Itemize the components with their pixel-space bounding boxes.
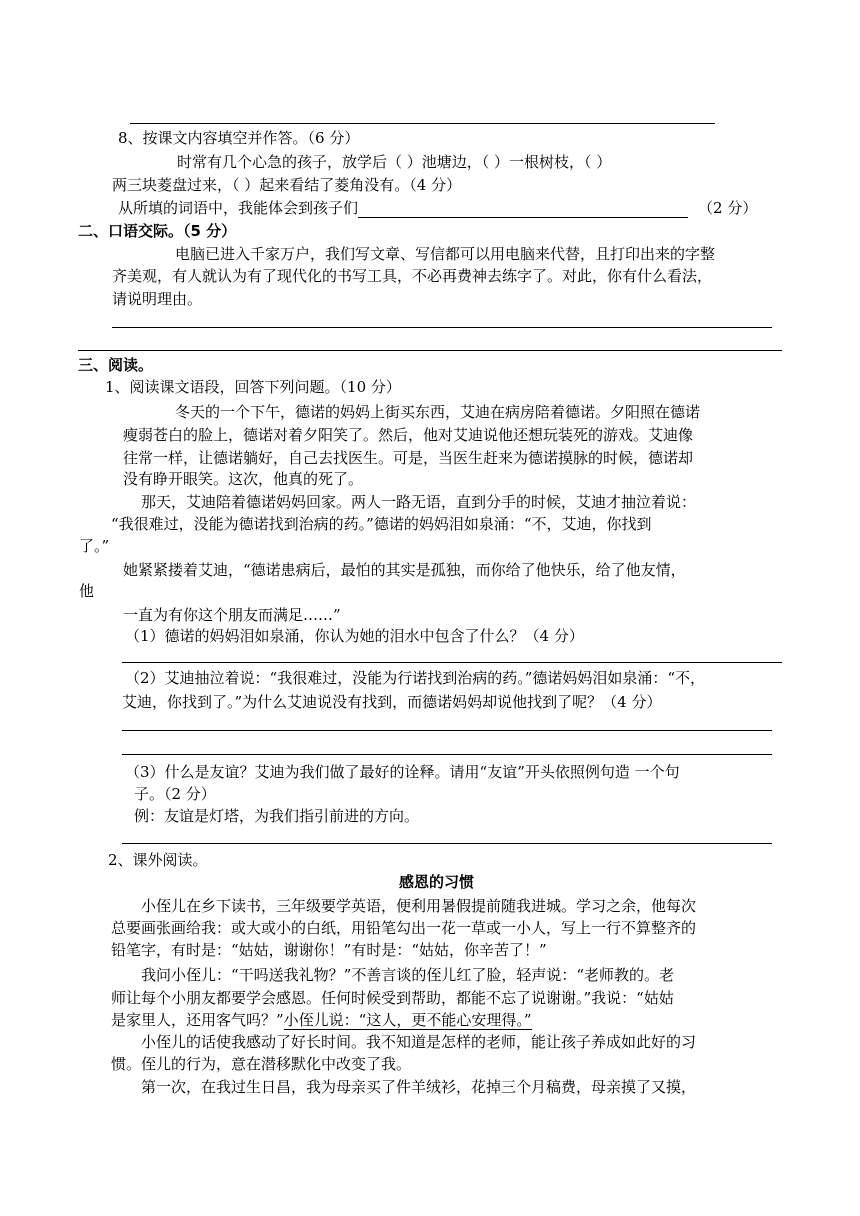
q8-heading: 8、按课文内容填空并作答。（6 分） (118, 129, 360, 147)
story-line: 小侄儿在乡下读书，三年级要学英语，便利用暑假提前随我进城。学习之余，他每次 (141, 897, 697, 915)
passage-line: 往常一样，让德诺躺好，自己去找医生。可是，当医生赶来为德诺摸脉的时候，德诺却 (123, 449, 694, 467)
reading1-question-1: （1）德诺的妈妈泪如泉涌，你认为她的泪水中包含了什么？（4 分） (125, 627, 584, 645)
underlined-sentence: 小侄儿说：“这人，更不能心安理得。” (283, 1011, 532, 1029)
passage-line: 一直为有你这个朋友而满足……” (123, 606, 341, 624)
q1-answer-line[interactable] (122, 662, 782, 663)
story-line: 铅笔字，有时是：“姑姑，谢谢你！”有时是：“姑姑，你辛苦了！” (111, 941, 547, 959)
q8-line3 (118, 198, 757, 218)
story-line: 我问小侄儿：“干吗送我礼物？”不善言谈的侄儿红了脸，轻声说：“老师教的。老 (141, 966, 675, 984)
reading1-question-2-line2: 艾迪，你找到了。”为什么艾迪说没有找到，而德诺妈妈却说他找到了呢？（4 分） (122, 693, 662, 711)
section2-answer-line-2[interactable] (78, 350, 782, 351)
reading1-question-3-example: 例：友谊是灯塔，为我们指引前进的方向。 (134, 807, 420, 825)
reading1-question-2-line1: （2）艾迪抽泣着说：“我很难过，没能为行诺找到治病的药。”德诺妈妈泪如泉涌：“不， (125, 669, 706, 687)
passage-line: 瘦弱苍白的脸上，德诺对着夕阳笑了。然后，他对艾迪说他还想玩装死的游戏。艾迪像 (123, 426, 694, 444)
story-line6-prefix: 是家里人，还用客气吗？” (111, 1011, 284, 1029)
story-line: 总要画张画给我：或大或小的白纸，用铅笔勾出一花一草或一小人，写上一行不算整齐的 (111, 919, 697, 937)
q2-answer-line-2[interactable] (122, 754, 772, 755)
section3-heading: 三、阅读。 (78, 356, 154, 374)
section2-para-line2: 齐美观，有人就认为有了现代化的书写工具，不必再费神去练字了。对此，你有什么看法， (112, 267, 713, 285)
story-line: 师让每个小朋友都要学会感恩。任何时候受到帮助，都能不忘了说谢谢。”我说：“姑姑 (111, 989, 674, 1007)
reading1-question-3-line1: （3）什么是友谊？艾迪为我们做了最好的诠释。请用“友谊”开头依照例句造 一个句 (125, 763, 680, 781)
reading2-heading: 2、课外阅读。 (108, 851, 208, 869)
passage-line: 他 (79, 582, 95, 600)
q2-answer-line-1[interactable] (122, 730, 772, 731)
q8-line2: 两三块菱盘过来，（ ）起来看结了菱角没有。（4 分） (112, 176, 462, 194)
story-title: 感恩的习惯 (399, 873, 475, 891)
passage-line: 冬天的一个下午，德诺的妈妈上街买东西，艾迪在病房陪着德诺。夕阳照在德诺 (175, 403, 701, 421)
story-line: 第一次，在我过生日昌，我为母亲买了件羊绒衫，花掉三个月稿费，母亲摸了又摸， (141, 1078, 697, 1096)
passage-line: 没有睁开眼笑。这次，他真的死了。 (123, 470, 364, 488)
reading1-question-3-line2: 子。（2 分） (134, 785, 216, 803)
passage-line: 了。” (79, 537, 110, 555)
q8-line1: 时常有几个心急的孩子，放学后（ ）池塘边，（ ）一根树枝，（ ） (177, 153, 612, 171)
q3-answer-line[interactable] (122, 843, 772, 844)
section2-para-line3: 请说明理由。 (112, 290, 203, 308)
q8-line3-prefix: 从所填的词语中，我能体会到孩子们 (118, 199, 359, 217)
story-line: 小侄儿的话使我感动了好长时间。我不知道是怎样的老师，能让孩子养成如此好的习 (141, 1033, 697, 1051)
passage-line: 那天，艾迪陪着德诺妈妈回家。两人一路无语，直到分手的时候，艾迪才抽泣着说： (141, 493, 697, 511)
story-line: 惯。侄儿的行为，意在潜移默化中改变了我。 (111, 1055, 412, 1073)
section2-answer-line-1[interactable] (112, 327, 772, 328)
q8-line3-suffix: （2 分） (698, 199, 758, 217)
story-line (111, 1010, 532, 1030)
section2-para-line1: 电脑已进入千家万户，我们写文章、写信都可以用电脑来代替，且打印出来的字整 (175, 245, 716, 263)
q8-answer-blank[interactable] (358, 201, 688, 218)
top-answer-line (130, 123, 715, 124)
section2-heading: 二、口语交际。（5 分） (78, 222, 237, 240)
passage-line: “我很难过，没能为德诺找到治病的药。”德诺的妈妈泪如泉涌：“不，艾迪，你找到 (111, 515, 652, 533)
reading1-heading: 1、阅读课文语段，回答下列问题。（10 分） (105, 378, 401, 396)
passage-line: 她紧紧搂着艾迪，“德诺患病后，最怕的其实是孤独，而你给了他快乐，给了他友情， (123, 561, 686, 579)
